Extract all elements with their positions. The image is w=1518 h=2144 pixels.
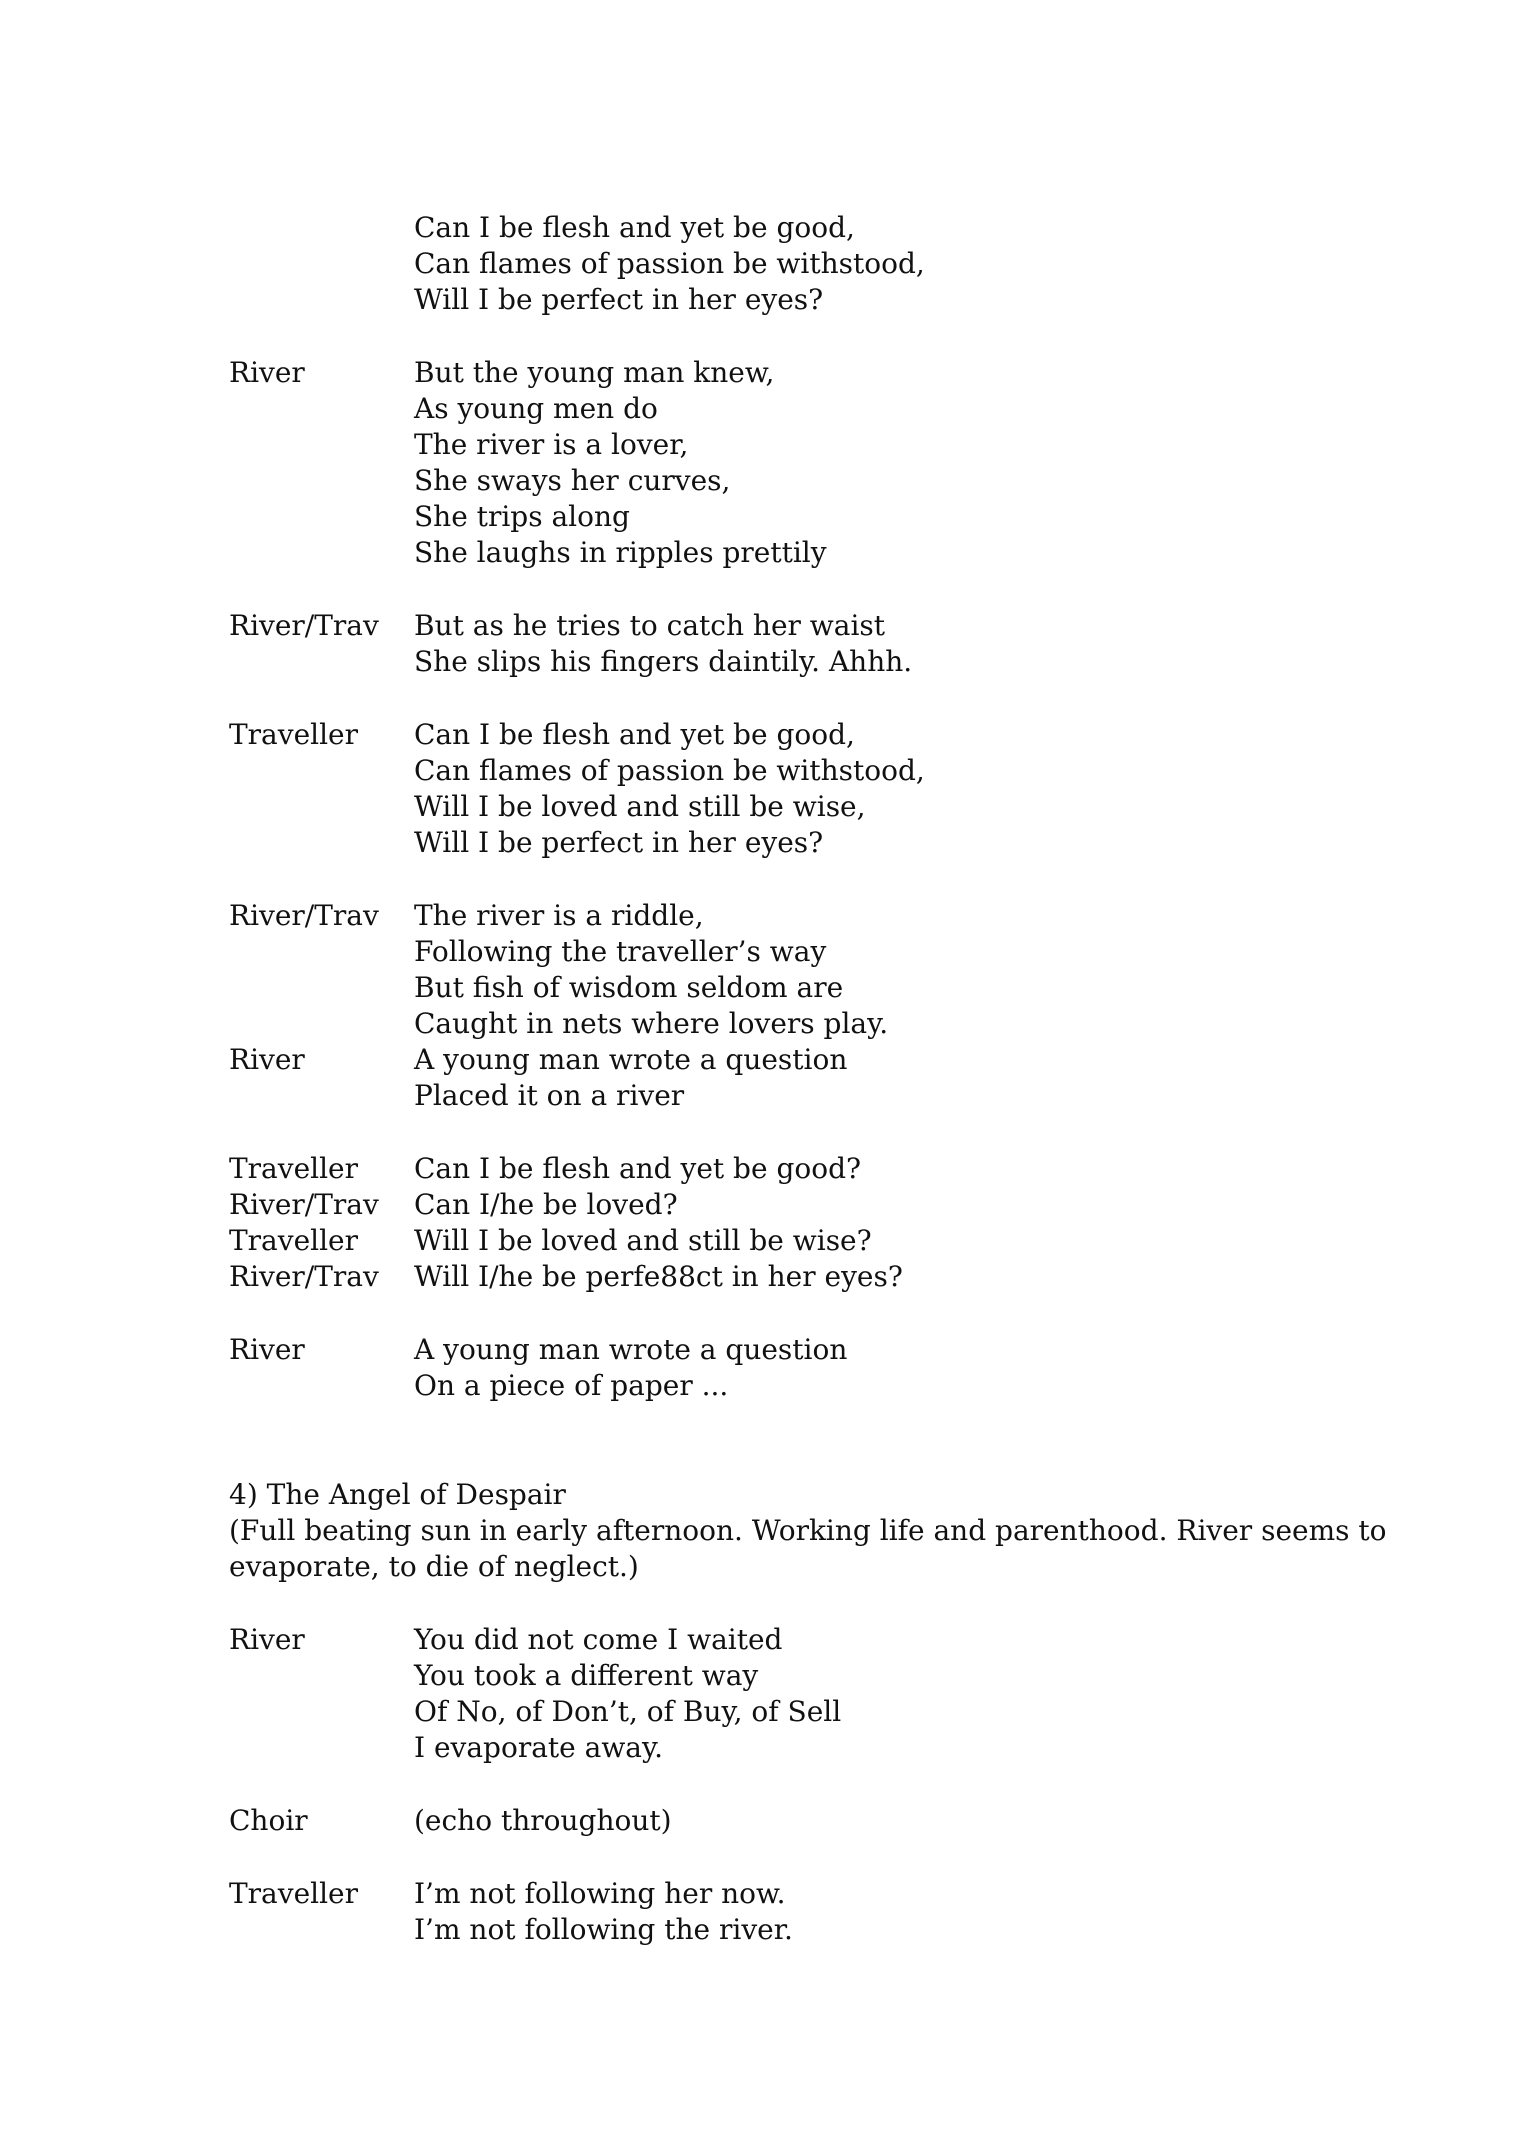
stage-direction: (Full beating sun in early afternoon. Working life and parenthood. River seems to bbox=[229, 1514, 1387, 1547]
speaker-label: River/Trav bbox=[229, 899, 379, 932]
verse-line: Can I/he be loved? bbox=[414, 1188, 678, 1221]
speaker-label: Traveller bbox=[229, 718, 359, 751]
verse-line: Will I/he be perfe88ct in her eyes? bbox=[414, 1260, 903, 1293]
speaker-label: River bbox=[229, 1623, 305, 1656]
verse-line: Can flames of passion be withstood, bbox=[414, 754, 925, 787]
verse-line: She laughs in ripples prettily bbox=[414, 536, 827, 569]
verse-line: I evaporate away. bbox=[414, 1731, 663, 1764]
speaker-label: Traveller bbox=[229, 1877, 359, 1910]
verse-line: Will I be perfect in her eyes? bbox=[414, 826, 824, 859]
verse-line: Can I be flesh and yet be good, bbox=[414, 211, 855, 244]
speaker-label: River bbox=[229, 1333, 305, 1366]
speaker-label: River bbox=[229, 356, 305, 389]
verse-line: Can I be flesh and yet be good, bbox=[414, 718, 855, 751]
verse-line: But the young man knew, bbox=[414, 356, 775, 389]
verse-line: I’m not following her now. bbox=[414, 1877, 786, 1910]
verse-line: Following the traveller’s way bbox=[414, 935, 827, 968]
verse-line: But fish of wisdom seldom are bbox=[414, 971, 844, 1004]
speaker-label: Traveller bbox=[229, 1224, 359, 1257]
verse-line: I’m not following the river. bbox=[414, 1913, 793, 1946]
verse-line: Will I be perfect in her eyes? bbox=[414, 283, 824, 316]
speaker-label: River/Trav bbox=[229, 1188, 379, 1221]
verse-line: Placed it on a river bbox=[414, 1079, 685, 1112]
verse-line: Can flames of passion be withstood, bbox=[414, 247, 925, 280]
verse-line: You did not come I waited bbox=[414, 1623, 783, 1656]
verse-line: Can I be flesh and yet be good? bbox=[414, 1152, 862, 1185]
verse-line: On a piece of paper ... bbox=[414, 1369, 729, 1402]
verse-line: A young man wrote a question bbox=[414, 1333, 848, 1366]
verse-line: Will I be loved and still be wise? bbox=[414, 1224, 872, 1257]
speaker-label: Traveller bbox=[229, 1152, 359, 1185]
verse-line: She sways her curves, bbox=[414, 464, 731, 497]
verse-line: Of No, of Don’t, of Buy, of Sell bbox=[414, 1695, 842, 1728]
verse-line: A young man wrote a question bbox=[414, 1043, 848, 1076]
stage-direction: evaporate, to die of neglect.) bbox=[229, 1550, 639, 1583]
verse-line: She trips along bbox=[414, 500, 630, 533]
verse-line: Caught in nets where lovers play. bbox=[414, 1007, 889, 1040]
verse-line: But as he tries to catch her waist bbox=[414, 609, 886, 642]
speaker-label: River/Trav bbox=[229, 1260, 379, 1293]
verse-line: Will I be loved and still be wise, bbox=[414, 790, 866, 823]
verse-line: As young men do bbox=[414, 392, 658, 425]
speaker-label: Choir bbox=[229, 1804, 308, 1837]
verse-line: (echo throughout) bbox=[414, 1804, 672, 1837]
verse-line: You took a different way bbox=[414, 1659, 759, 1692]
speaker-label: River bbox=[229, 1043, 305, 1076]
speaker-label: River/Trav bbox=[229, 609, 379, 642]
section-title: 4) The Angel of Despair bbox=[229, 1478, 566, 1511]
verse-line: The river is a riddle, bbox=[414, 899, 704, 932]
verse-line: She slips his fingers daintily. Ahhh. bbox=[414, 645, 913, 678]
verse-line: The river is a lover, bbox=[414, 428, 689, 461]
